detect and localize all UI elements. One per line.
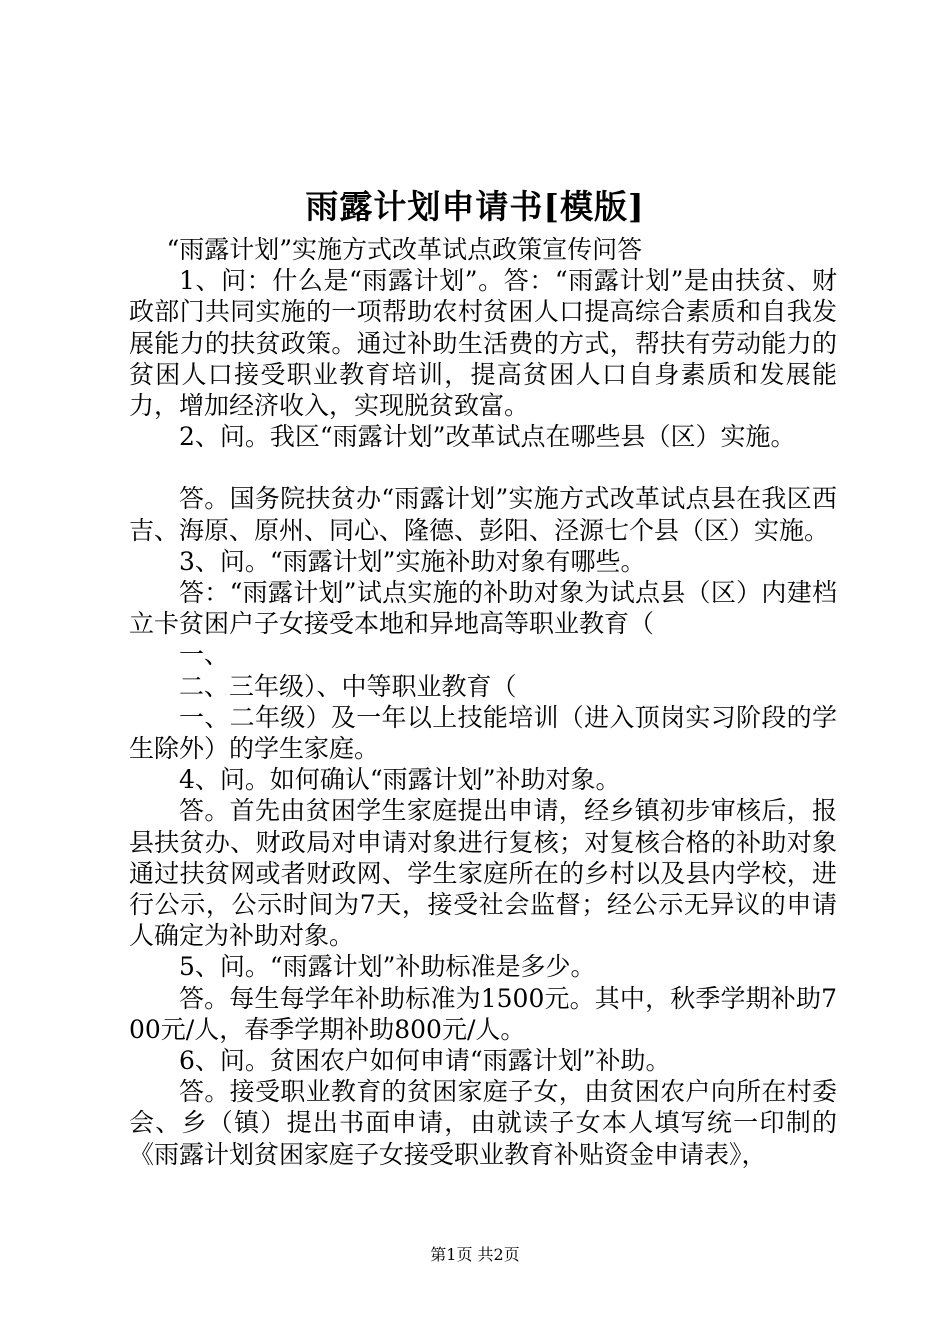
paragraph-a6: 答。接受职业教育的贫困家庭子女，由贫困农户向所在村委会、乡（镇）提出书面申请，由就读子女本人填写统一印制的《雨露计划贫困家庭子女接受职业教育补贴资金申请表》， [129, 1077, 837, 1169]
paragraph-q5: 5、问。“雨露计划”补助标准是多少。 [179, 952, 596, 982]
paragraph-a4: 答。首先由贫困学生家庭提出申请，经乡镇初步审核后，报县扶贫办、财政局对申请对象进行复核；对复核合格的补助对象通过扶贫网或者财政网、学生家庭所在的乡村以及县内学校，进行公示，公示时间为7天，接受社会监督；经公示无异议的申请人确定为补助对象。 [129, 796, 837, 951]
paragraph-q2: 2、问。我区“雨露计划”改革试点在哪些县（区）实施。 [179, 422, 796, 452]
page-number: 第1页 共2页 [430, 1245, 520, 1264]
paragraph-a5: 答。每生每学年补助标准为1500元。其中，秋季学期补助700元/人，春季学期补助800元/人。 [129, 983, 837, 1044]
paragraph-q6: 6、问。贫困农户如何申请“雨露计划”补助。 [179, 1046, 671, 1076]
document-title: 雨露计划申请书[模版] [305, 187, 645, 226]
paragraph-q1: 1、问：什么是“雨露计划”。答：“雨露计划”是由扶贫、财政部门共同实施的一项帮助农村贫困人口提高综合素质和自我发展能力的扶贫政策。通过补助生活费的方式，帮扶有劳动能力的贫困人口接受职业教育培训，提高贫困人口自身素质和发展能力，增加经济收入，实现脱贫致富。 [129, 266, 837, 421]
paragraph-a3-part2: 一、 [179, 640, 230, 670]
paragraph-a3-part4: 一、二年级）及一年以上技能培训（进入顶岗实习阶段的学生除外）的学生家庭。 [129, 702, 837, 764]
document-body [129, 234, 837, 1170]
blank-line [129, 452, 837, 483]
document-subtitle: “雨露计划”实施方式改革试点政策宣传问答 [166, 235, 643, 264]
paragraph-a3-part3: 二、三年级）、中等职业教育（ [179, 671, 517, 701]
paragraph-q3: 3、问。“雨露计划”实施补助对象有哪些。 [179, 546, 646, 576]
paragraph-q4: 4、问。如何确认“雨露计划”补助对象。 [179, 765, 621, 795]
paragraph-a3: 答：“雨露计划”试点实施的补助对象为试点县（区）内建档立卡贫困户子女接受本地和异地高等职业教育（ [129, 578, 837, 639]
paragraph-a2: 答。国务院扶贫办“雨露计划”实施方式改革试点县在我区西吉、海原、原州、同心、隆德、彭阳、泾源七个县（区）实施。 [129, 484, 837, 545]
